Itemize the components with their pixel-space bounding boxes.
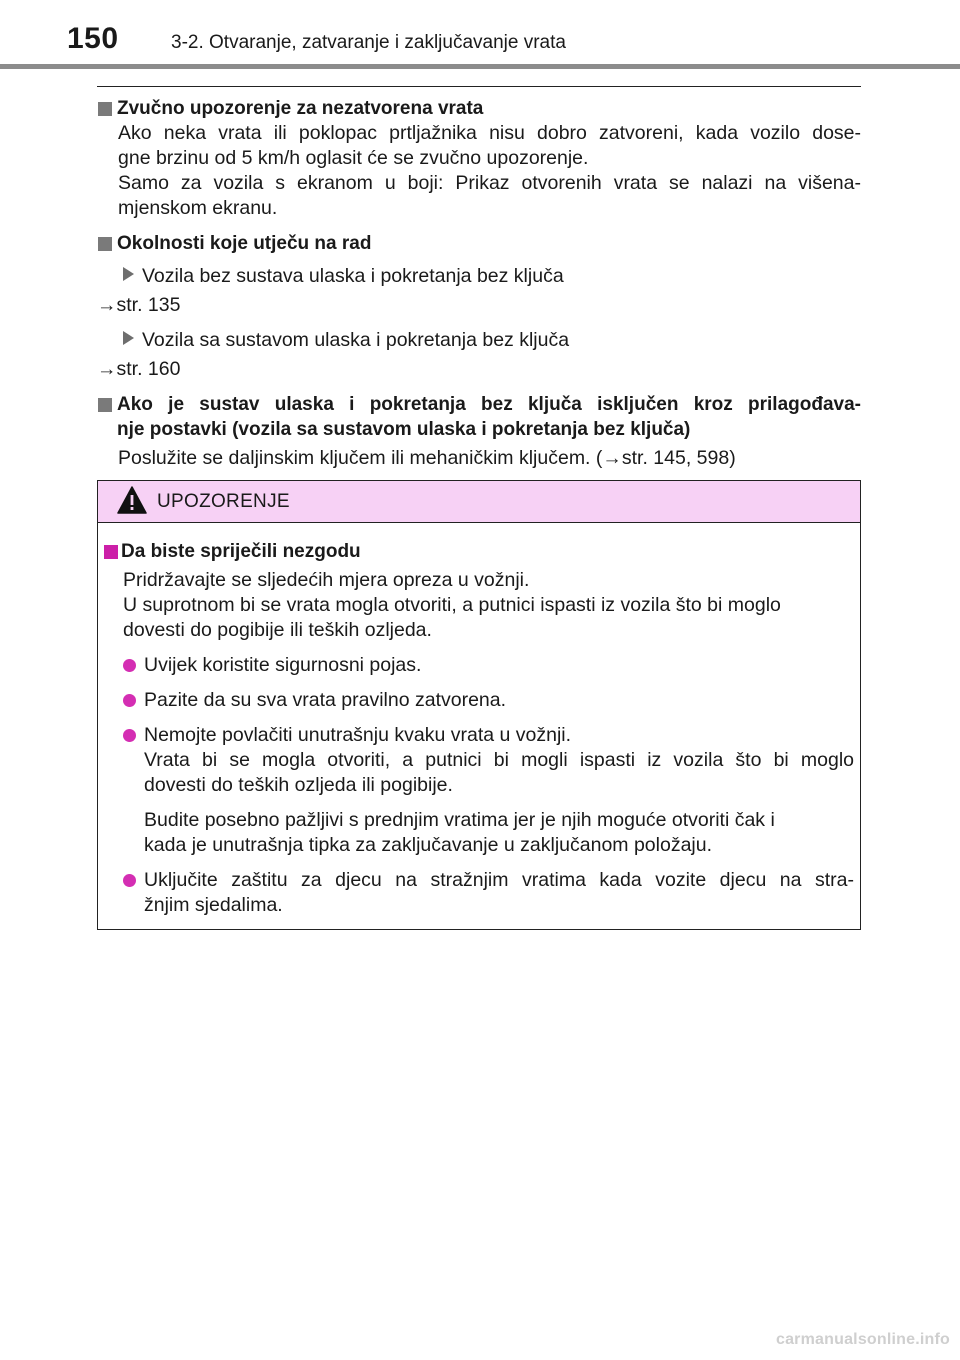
warning-triangle-icon [117,486,147,514]
text-line: mjenskom ekranu. [118,197,278,219]
chapter-title: 3-2. Otvaranje, zatvaranje i zaključavanje vrata [171,32,566,53]
triangle-pointer-icon [123,267,134,281]
text-line: Poslužite se daljinskim ključem ili mehaničkim ključem. (→str. 145, 598) [118,447,736,469]
vehicle-variant-item [97,328,861,353]
warning-intro [104,568,854,643]
text-line: Vrata bi se mogla otvoriti, a putnici bi mogli ispasti iz vozila što bi moglo [144,749,854,771]
round-bullet-icon [123,694,136,707]
warning-header [98,481,860,523]
text-line: Pridržavajte se sljedećih mjera opreza u vožnji. [123,569,530,591]
warning-section-title: Da biste spriječili nezgodu [121,541,361,562]
square-bullet-icon [98,102,112,116]
warning-box [97,480,861,930]
square-bullet-icon [104,545,118,559]
warning-bullet-item [104,868,854,918]
text-line: Pazite da su sva vrata pravilno zatvorena. [144,689,507,711]
round-bullet-icon [123,874,136,887]
content-divider [97,86,861,87]
section-title-line: nje postavki (vozila sa sustavom ulaska i pokretanja bez ključa) [117,419,691,440]
section-heading-keyless-disabled [97,392,861,442]
round-bullet-icon [123,729,136,742]
page-number: 150 [67,22,119,55]
text-line: Ako neka vrata ili poklopac prtljažnika nisu dobro zatvoreni, kada vozilo dose- [118,122,861,144]
section-title-line: Ako je sustav ulaska i pokretanja bez ključa isključen kroz prilagođava- [117,394,861,415]
watermark: carmanualsonline.info [775,1331,950,1348]
section-title: Okolnosti koje utječu na rad [117,233,372,254]
text-line: kada je unutrašnja tipka za zaključavanje u zaključanom položaju. [144,834,713,856]
section-body [97,446,861,471]
square-bullet-icon [98,237,112,251]
text-line: U suprotnom bi se vrata mogla otvoriti, a putnici ispasti iz vozila što bi moglo [123,594,781,616]
warning-label: UPOZORENJE [157,491,290,512]
section-heading-door-warning [97,96,861,121]
text-line: Samo za vozila s ekranom u boji: Prikaz otvorenih vrata se nalazi na višena- [118,172,861,194]
page-reference-link[interactable]: →str. 160 [97,358,181,380]
text-line: dovesti do teških ozljeda ili pogibije. [144,774,453,796]
page-header [0,0,960,70]
warning-bullet-item [104,723,854,798]
variant-label: Vozila sa sustavom ulaska i pokretanja bez ključa [142,329,570,351]
warning-bullet-item [104,688,854,713]
warning-section-heading [104,539,854,564]
text-line: gne brzinu od 5 km/h oglasit će se zvučno upozorenje. [118,147,589,169]
warning-body [104,539,854,918]
square-bullet-icon [98,398,112,412]
text-line: Uvijek koristite sigurnosni pojas. [144,654,422,676]
section-body [97,121,861,221]
text-line: žnjim sjedalima. [144,894,283,916]
text-line: dovesti do pogibije ili teških ozljeda. [123,619,432,641]
text-line: Budite posebno pažljivi s prednjim vratima jer je njih moguće otvoriti čak i [144,809,775,831]
main-content [97,96,861,471]
text-line: Uključite zaštitu za djecu na stražnjim vratima kada vozite djecu na stra- [144,869,854,891]
warning-bullet-continuation [104,808,854,858]
vehicle-variant-item [97,264,861,289]
section-heading-operating-conditions [97,231,861,256]
section-title: Zvučno upozorenje za nezatvorena vrata [117,98,484,119]
header-divider [0,64,960,69]
warning-bullet-item [104,653,854,678]
triangle-pointer-icon [123,331,134,345]
text-line: Nemojte povlačiti unutrašnju kvaku vrata u vožnji. [144,724,572,746]
page-reference-link[interactable]: →str. 135 [97,294,181,316]
round-bullet-icon [123,659,136,672]
variant-label: Vozila bez sustava ulaska i pokretanja bez ključa [142,265,564,287]
